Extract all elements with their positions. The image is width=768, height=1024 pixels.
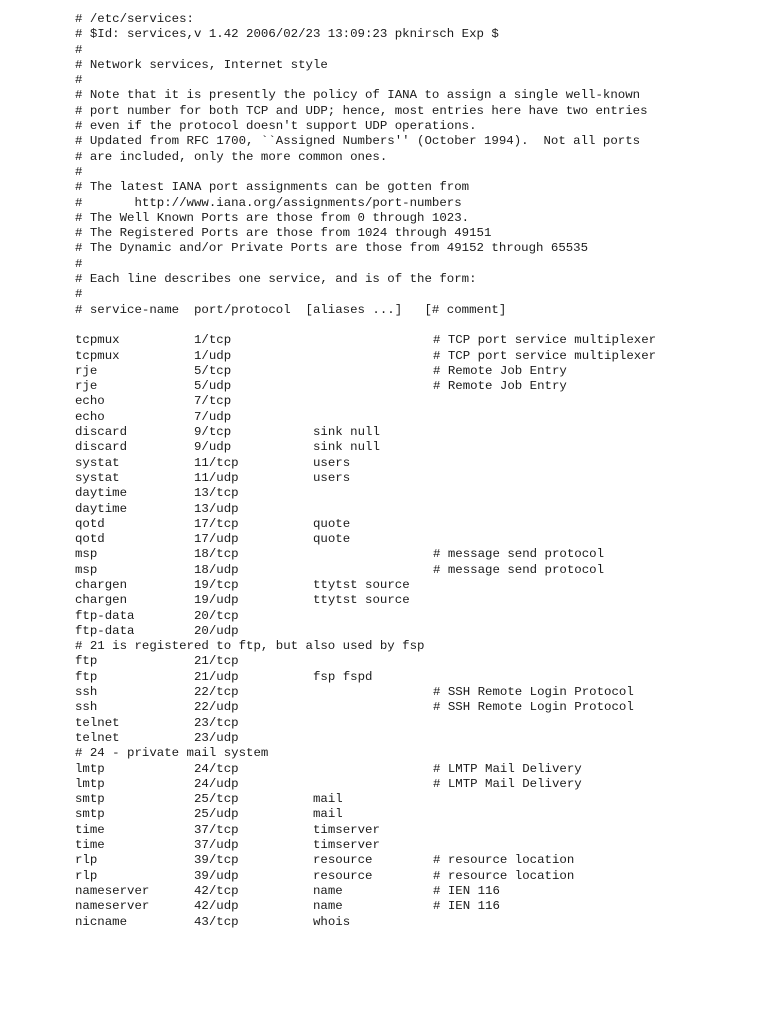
service-entry-row	[75, 547, 768, 562]
port-protocol-cell: 9/tcp	[194, 425, 232, 440]
aliases-cell: sink null	[313, 440, 380, 455]
port-protocol-cell: 21/tcp	[194, 654, 239, 669]
service-name-cell: msp	[75, 562, 98, 577]
service-entry-row	[75, 563, 768, 578]
service-entry-row	[75, 762, 768, 777]
service-name-cell: echo	[75, 409, 105, 424]
service-entry-row	[75, 700, 768, 715]
service-entry-row	[75, 593, 768, 608]
port-protocol-cell: 37/udp	[194, 838, 239, 853]
service-name-cell: ssh	[75, 700, 98, 715]
port-protocol-cell: 24/udp	[194, 776, 239, 791]
service-name-cell: chargen	[75, 577, 128, 592]
service-name-cell: rlp	[75, 868, 98, 883]
header-comment-line	[75, 318, 768, 333]
port-protocol-cell: 13/udp	[194, 501, 239, 516]
aliases-cell: mail	[313, 807, 343, 822]
entry-comment-cell: # SSH Remote Login Protocol	[433, 700, 634, 715]
service-entry-row	[75, 349, 768, 364]
port-protocol-cell: 37/tcp	[194, 822, 239, 837]
port-protocol-cell: 18/udp	[194, 562, 239, 577]
port-protocol-cell: 1/udp	[194, 348, 232, 363]
service-name-cell: ftp-data	[75, 608, 135, 623]
service-entry-row	[75, 333, 768, 348]
aliases-cell: ttytst source	[313, 577, 410, 592]
port-protocol-cell: 39/tcp	[194, 853, 239, 868]
port-protocol-cell: 11/udp	[194, 470, 239, 485]
header-comment-line: # /etc/services:	[75, 12, 194, 26]
aliases-cell: timserver	[313, 822, 380, 837]
entry-comment-cell: # TCP port service multiplexer	[433, 333, 657, 348]
port-protocol-cell: 42/udp	[194, 899, 239, 914]
service-name-cell: nicname	[75, 914, 128, 929]
service-name-cell: discard	[75, 440, 128, 455]
aliases-cell: name	[313, 899, 343, 914]
port-protocol-cell: 22/tcp	[194, 685, 239, 700]
port-protocol-cell: 11/tcp	[194, 455, 239, 470]
service-entry-row	[75, 364, 768, 379]
service-name-cell: smtp	[75, 807, 105, 822]
aliases-cell: mail	[313, 792, 343, 807]
services-file-document	[75, 12, 768, 930]
header-comment-line: # $Id: services,v 1.42 2006/02/23 13:09:23 pknirsch Exp $	[75, 27, 499, 42]
service-entry-row	[75, 379, 768, 394]
service-name-cell: ssh	[75, 685, 98, 700]
header-comment-line: # even if the protocol doesn't support UDP operations.	[75, 119, 477, 134]
port-protocol-cell: 1/tcp	[194, 333, 232, 348]
port-protocol-cell: 25/udp	[194, 807, 239, 822]
service-name-cell: rje	[75, 363, 98, 378]
service-entry-row	[75, 807, 768, 822]
header-comment-line: # port number for both TCP and UDP; hence, most entries here have two entries	[75, 103, 648, 118]
entry-comment-cell: # SSH Remote Login Protocol	[433, 685, 634, 700]
service-name-cell: qotd	[75, 532, 105, 547]
entry-comment-cell: # LMTP Mail Delivery	[433, 776, 582, 791]
service-entry-row	[75, 915, 768, 930]
entry-comment-cell: # message send protocol	[433, 547, 605, 562]
port-protocol-cell: 18/tcp	[194, 547, 239, 562]
service-entry-row	[75, 502, 768, 517]
service-entry-row	[75, 716, 768, 731]
service-name-cell: telnet	[75, 715, 120, 730]
service-name-cell: ftp-data	[75, 623, 135, 638]
service-entry-row	[75, 869, 768, 884]
port-protocol-cell: 5/tcp	[194, 363, 232, 378]
service-name-cell: rlp	[75, 853, 98, 868]
header-comment-line: #	[75, 256, 83, 271]
port-protocol-cell: 5/udp	[194, 379, 232, 394]
port-protocol-cell: 42/tcp	[194, 883, 239, 898]
header-comment-line: # The latest IANA port assignments can be gotten from	[75, 180, 470, 195]
service-name-cell: smtp	[75, 792, 105, 807]
service-name-cell: discard	[75, 425, 128, 440]
aliases-cell: ttytst source	[313, 593, 410, 608]
port-protocol-cell: 21/udp	[194, 669, 239, 684]
aliases-cell: quote	[313, 532, 351, 547]
port-protocol-cell: 19/tcp	[194, 577, 239, 592]
service-name-cell: nameserver	[75, 899, 150, 914]
aliases-cell: quote	[313, 516, 351, 531]
service-entry-row	[75, 731, 768, 746]
aliases-cell: users	[313, 470, 351, 485]
aliases-cell: resource	[313, 853, 373, 868]
aliases-cell: sink null	[313, 425, 380, 440]
entry-comment-cell: # LMTP Mail Delivery	[433, 761, 582, 776]
service-name-cell: tcpmux	[75, 333, 120, 348]
service-entry-row	[75, 624, 768, 639]
service-entry-row	[75, 823, 768, 838]
port-protocol-cell: 7/udp	[194, 409, 232, 424]
service-entries-table	[75, 333, 768, 930]
header-comment-line: # Updated from RFC 1700, ``Assigned Numbers'' (October 1994). Not all ports	[75, 134, 641, 149]
service-entry-row	[75, 853, 768, 868]
service-name-cell: lmtp	[75, 761, 105, 776]
entry-comment-cell: # TCP port service multiplexer	[433, 348, 657, 363]
service-name-cell: systat	[75, 470, 120, 485]
service-name-cell: rje	[75, 379, 98, 394]
service-entry-row	[75, 685, 768, 700]
service-name-cell: time	[75, 838, 105, 853]
service-entry-row	[75, 838, 768, 853]
service-name-cell: telnet	[75, 730, 120, 745]
service-entry-row	[75, 777, 768, 792]
service-name-cell: daytime	[75, 486, 128, 501]
port-protocol-cell: 23/tcp	[194, 715, 239, 730]
service-name-cell: nameserver	[75, 883, 150, 898]
service-entry-row	[75, 899, 768, 914]
entry-comment-cell: # Remote Job Entry	[433, 363, 567, 378]
port-protocol-cell: 23/udp	[194, 730, 239, 745]
service-entry-row	[75, 394, 768, 409]
header-comment-line: # service-name port/protocol [aliases ...] [# comment]	[75, 302, 507, 317]
service-entry-row	[75, 532, 768, 547]
service-entry-row	[75, 517, 768, 532]
service-name-cell: msp	[75, 547, 98, 562]
service-name-cell: daytime	[75, 501, 128, 516]
service-name-cell: qotd	[75, 516, 105, 531]
port-protocol-cell: 22/udp	[194, 700, 239, 715]
service-entry-row	[75, 410, 768, 425]
service-name-cell: time	[75, 822, 105, 837]
header-comment-line: # The Registered Ports are those from 1024 through 49151	[75, 226, 492, 241]
aliases-cell: users	[313, 455, 351, 470]
service-entry-row	[75, 425, 768, 440]
port-protocol-cell: 7/tcp	[194, 394, 232, 409]
port-protocol-cell: 43/tcp	[194, 914, 239, 929]
service-name-cell: echo	[75, 394, 105, 409]
service-entry-row	[75, 456, 768, 471]
header-comment-line: # http://www.iana.org/assignments/port-numbers	[75, 195, 462, 210]
header-comment-line: # Note that it is presently the policy of IANA to assign a single well-known	[75, 88, 641, 103]
service-entry-row	[75, 578, 768, 593]
entry-comment-cell: # IEN 116	[433, 883, 500, 898]
aliases-cell: resource	[313, 868, 373, 883]
entry-comment-cell: # IEN 116	[433, 899, 500, 914]
service-name-cell: systat	[75, 455, 120, 470]
service-entry-row	[75, 884, 768, 899]
entry-comment-cell: # resource location	[433, 868, 575, 883]
port-protocol-cell: 17/udp	[194, 532, 239, 547]
aliases-cell: whois	[313, 914, 351, 929]
entry-comment-cell: # Remote Job Entry	[433, 379, 567, 394]
service-name-cell: chargen	[75, 593, 128, 608]
header-comment-line: #	[75, 287, 83, 302]
port-protocol-cell: 13/tcp	[194, 486, 239, 501]
port-protocol-cell: 20/udp	[194, 623, 239, 638]
service-entry-row	[75, 609, 768, 624]
service-entry-row	[75, 670, 768, 685]
header-comment-line: # Each line describes one service, and is of the form:	[75, 272, 477, 287]
aliases-cell: fsp fspd	[313, 669, 373, 684]
header-comment-line: # are included, only the more common ones.	[75, 149, 388, 164]
inline-comment-line: # 24 - private mail system	[75, 746, 269, 761]
file-header-comments	[75, 12, 768, 333]
service-name-cell: lmtp	[75, 776, 105, 791]
header-comment-line: # The Well Known Ports are those from 0 through 1023.	[75, 210, 470, 225]
port-protocol-cell: 39/udp	[194, 868, 239, 883]
port-protocol-cell: 17/tcp	[194, 516, 239, 531]
port-protocol-cell: 25/tcp	[194, 792, 239, 807]
port-protocol-cell: 24/tcp	[194, 761, 239, 776]
service-name-cell: ftp	[75, 654, 98, 669]
header-comment-line: #	[75, 73, 83, 88]
header-comment-line: # The Dynamic and/or Private Ports are those from 49152 through 65535	[75, 241, 589, 256]
service-name-cell: tcpmux	[75, 348, 120, 363]
entry-comment-cell: # resource location	[433, 853, 575, 868]
entry-comment-cell: # message send protocol	[433, 562, 605, 577]
service-name-cell: ftp	[75, 669, 98, 684]
service-entry-row	[75, 792, 768, 807]
inline-comment-line: # 21 is registered to ftp, but also used by fsp	[75, 639, 425, 654]
service-entry-row	[75, 471, 768, 486]
header-comment-line: # Network services, Internet style	[75, 57, 328, 72]
service-entry-row	[75, 440, 768, 455]
port-protocol-cell: 19/udp	[194, 593, 239, 608]
header-comment-line: #	[75, 164, 83, 179]
port-protocol-cell: 9/udp	[194, 440, 232, 455]
port-protocol-cell: 20/tcp	[194, 608, 239, 623]
header-comment-line: #	[75, 42, 83, 57]
service-entry-row	[75, 486, 768, 501]
service-entry-row	[75, 654, 768, 669]
aliases-cell: timserver	[313, 838, 380, 853]
aliases-cell: name	[313, 883, 343, 898]
